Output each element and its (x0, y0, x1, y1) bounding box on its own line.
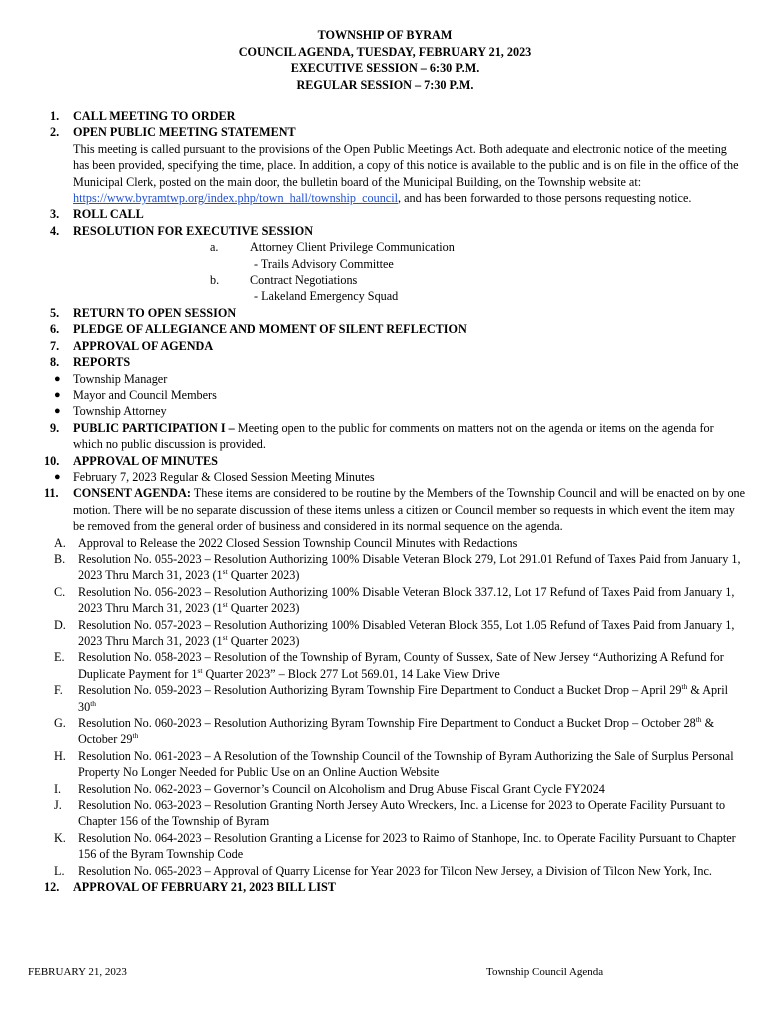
item-text: These items are considered to be routine by the Members of the Township Council and will be enacted on by one motion. There will be no separate discussion of these items unless a citizen or Council member so requests in which event the item may be removed from the general order of business and considered in its normal sequence on the agenda. (73, 486, 746, 534)
consent-item-d: D. Resolution No. 057-2023 – Resolution Authorizing 100% Disabled Veteran Block 355, Lot 1.05 Refund of Taxes Paid from January 1, 2023 Thru March 31, 2023 (1st Quarter 2023) (54, 617, 735, 648)
item-text: Meeting open to the public for comments on matters not on the agenda or items on the agenda for which no public discussion is provided. (73, 420, 714, 452)
item-public-participation (28, 420, 746, 453)
item-title: RETURN TO OPEN SESSION (73, 305, 237, 320)
item-reports (28, 354, 746, 370)
item-executive-session (28, 223, 746, 239)
item-number: 2. (50, 125, 60, 140)
item-title: RESOLUTION FOR EXECUTIVE SESSION (73, 223, 314, 238)
agenda-header (0, 27, 770, 93)
item-title: PUBLIC PARTICIPATION I – (73, 420, 238, 435)
item-number: 1. (50, 109, 60, 123)
reports-list (28, 371, 746, 420)
item-number: 9. (50, 420, 60, 435)
list-item: ● Township Attorney (54, 404, 167, 419)
item-return-open-session (28, 305, 746, 321)
list-item: ● Mayor and Council Members (54, 387, 217, 402)
item-pledge (28, 321, 746, 337)
consent-item-g: G. Resolution No. 060-2023 – Resolution Authorizing Byram Township Fire Department to Conduct a Bucket Drop – October 28th & October 29th (54, 714, 715, 747)
list-item: ● Township Manager (54, 371, 168, 386)
item-title: ROLL CALL (73, 207, 144, 222)
item-title: CALL MEETING TO ORDER (73, 109, 236, 123)
item-call-to-order (28, 108, 746, 124)
footer-title: Township Council Agenda (486, 966, 604, 978)
footer-date: FEBRUARY 21, 2023 (28, 966, 127, 978)
item-approval-of-agenda (28, 338, 746, 354)
sub-item-label: b. (210, 273, 220, 288)
list-item: ● February 7, 2023 Regular & Closed Session Meeting Minutes (54, 469, 375, 484)
township-website-link[interactable]: https://www.byramtwp.org/index.php/town_hall/township_council (73, 191, 398, 206)
item-open-meeting-statement (28, 124, 746, 206)
item-roll-call (28, 206, 746, 222)
header-regular-session: REGULAR SESSION – 7:30 P.M. (296, 77, 474, 92)
consent-item-l: L. Resolution No. 065-2023 – Approval of Quarry License for Year 2023 for Tilcon New Jersey, a Division of Tilcon New York, Inc. (54, 863, 712, 878)
item-number: 11. (44, 486, 59, 501)
item-number: 4. (50, 223, 60, 238)
item-number: 6. (50, 322, 60, 337)
item-title: CONSENT AGENDA: (73, 486, 191, 501)
consent-item-i: I. Resolution No. 062-2023 – Governor’s Council on Alcoholism and Drug Abuse Fiscal Grant Cycle FY2024 (54, 781, 605, 796)
consent-item-b: B. Resolution No. 055-2023 – Resolution Authorizing 100% Disable Veteran Block 279, Lot 291.01 Refund of Taxes Paid from January 1, 2023 Thru March 31, 2023 (1st Quarter 2023) (54, 551, 741, 583)
header-council-agenda: COUNCIL AGENDA, TUESDAY, FEBRUARY 21, 2023 (238, 44, 532, 59)
sub-item-title: Contract Negotiations (250, 273, 358, 288)
item-title: PLEDGE OF ALLEGIANCE AND MOMENT OF SILENT REFLECTION (73, 322, 467, 337)
sub-item-title: Attorney Client Privilege Communication (250, 240, 455, 255)
consent-item-a: A. Approval to Release the 2022 Closed Session Township Council Minutes with Redactions (54, 535, 518, 550)
item-title: REPORTS (73, 355, 131, 370)
sub-item-note: - Lakeland Emergency Squad (254, 289, 399, 304)
sub-item-label: a. (210, 240, 219, 255)
item-number: 5. (50, 305, 60, 320)
consent-item-k: K. Resolution No. 064-2023 – Resolution Granting a License for 2023 to Raimo of Stanhope, Inc. to Operate Facility Pursuant to Chapter 156 of the Byram Township Code (54, 830, 736, 862)
minutes-list (28, 469, 746, 485)
bullet-icon: ● (54, 372, 61, 385)
header-executive-session: EXECUTIVE SESSION – 6:30 P.M. (290, 61, 480, 76)
item-number: 8. (50, 355, 60, 370)
item-consent-agenda (28, 485, 746, 534)
consent-item-j: J. Resolution No. 063-2023 – Resolution Granting North Jersey Auto Wreckers, Inc. a License for 2023 to Operate Facility Pursuant to Chapter 156 of the Township of Byram (54, 798, 726, 829)
bullet-icon: ● (54, 470, 61, 483)
item-bill-list (28, 879, 746, 895)
consent-item-f: F. Resolution No. 059-2023 – Resolution Authorizing Byram Township Fire Department to Conduct a Bucket Drop – April 29th & April 30th (54, 682, 728, 714)
item-text (73, 141, 746, 207)
item-number: 12. (44, 880, 60, 895)
item-title: OPEN PUBLIC MEETING STATEMENT (73, 125, 296, 140)
item-title: APPROVAL OF MINUTES (73, 453, 218, 468)
consent-agenda-list (28, 535, 746, 880)
bullet-icon: ● (54, 405, 61, 418)
consent-item-c: C. Resolution No. 056-2023 – Resolution Authorizing 100% Disable Veteran Block 337.12, Lot 17 Refund of Taxes Paid from January 1, 2023 Thru March 31, 2023 (1st Quarter 2023) (54, 584, 735, 616)
statement-text: This meeting is called pursuant to the provisions of the Open Public Meetings Act. Both adequate and electronic notice of the meeting has been provided, specifying the time, place. In addition, a copy of this notice is available to the public and is on file in the office of the Municipal Clerk, posted on the main door, the bulletin board of the Municipal Building, on the Township website at: (73, 141, 739, 189)
sub-item (28, 272, 746, 305)
item-title: APPROVAL OF AGENDA (73, 338, 214, 353)
consent-item-h: H. Resolution No. 061-2023 – A Resolution of the Township Council of the Township of Byram Authorizing the Sale of Surplus Personal Property No Longer Needed for Public Use on an Online Auction Website (54, 748, 734, 780)
consent-item-e: E. Resolution No. 058-2023 – Resolution of the Township of Byram, County of Sussex, Sate of New Jersey “Authorizing A Refund for Duplicate Payment for 1st Quarter 2023” – Block 277 Lot 569.01, 14 Lake View Drive (54, 650, 724, 681)
statement-text-end: , and has been forwarded to those persons requesting notice. (397, 191, 692, 206)
sub-item-note: - Trails Advisory Committee (254, 256, 394, 271)
item-number: 7. (50, 338, 60, 353)
header-township: TOWNSHIP OF BYRAM (317, 28, 453, 42)
item-number: 3. (50, 207, 60, 222)
sub-item (28, 239, 746, 272)
item-approval-of-minutes (28, 453, 746, 469)
item-title: APPROVAL OF FEBRUARY 21, 2023 BILL LIST (73, 880, 336, 895)
bullet-icon: ● (54, 388, 61, 401)
agenda-items (28, 108, 746, 896)
item-number: 10. (44, 453, 60, 468)
